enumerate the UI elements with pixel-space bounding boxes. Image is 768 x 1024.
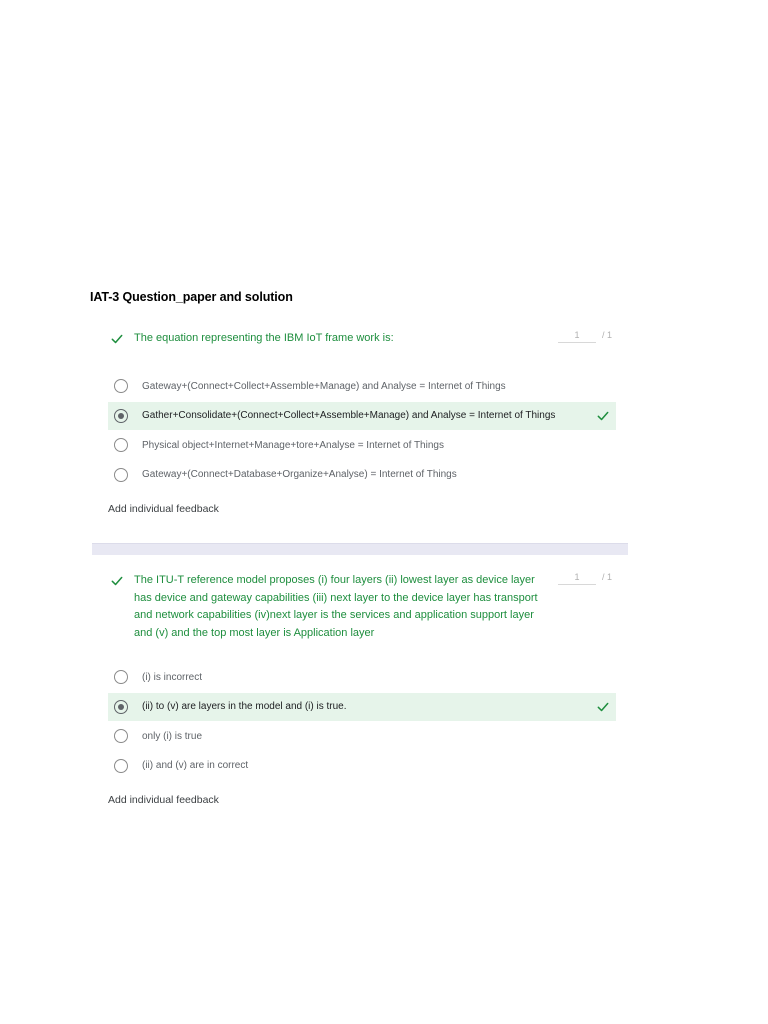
score-field (558, 330, 616, 343)
option-label: (i) is incorrect (142, 671, 203, 683)
section-divider (92, 543, 628, 555)
option-label: Gateway+(Connect+Database+Organize+Analyse) = Internet of Things (142, 469, 457, 480)
question-header (92, 330, 628, 348)
add-feedback-link[interactable]: Add individual feedback (108, 794, 219, 806)
check-icon (110, 332, 124, 346)
radio-button[interactable] (114, 438, 128, 452)
question-text: The ITU-T reference model proposes (i) four layers (ii) lowest layer as device layer has device and gateway capabilities (iii) next layer to the device layer has transport and network capabilities (iv)next layer is the services and application support layer and (v) and the top most layer is Application layer (134, 574, 538, 639)
radio-button-selected[interactable] (114, 409, 128, 423)
score-input[interactable]: 1 (558, 572, 596, 585)
options-list (108, 663, 616, 781)
radio-button-selected[interactable] (114, 700, 128, 714)
radio-button[interactable] (114, 759, 128, 773)
option-item[interactable] (108, 461, 616, 489)
radio-button[interactable] (114, 379, 128, 393)
question-text: The equation representing the IBM IoT frame work is: (134, 332, 394, 344)
option-item-correct[interactable] (108, 402, 616, 430)
radio-button[interactable] (114, 729, 128, 743)
options-list (108, 372, 616, 490)
option-item[interactable] (108, 663, 616, 691)
score-field (558, 572, 616, 585)
question-card-2 (92, 572, 628, 806)
question-card-1 (92, 330, 628, 515)
option-item[interactable] (108, 722, 616, 750)
option-label: Gather+Consolidate+(Connect+Collect+Assemble+Manage) and Analyse = Internet of Things (142, 410, 556, 421)
option-item[interactable] (108, 431, 616, 459)
check-icon (110, 574, 124, 588)
correct-check-icon (596, 700, 610, 714)
score-input[interactable]: 1 (558, 330, 596, 343)
option-label: (ii) to (v) are layers in the model and (i) is true. (142, 701, 347, 712)
radio-button[interactable] (114, 468, 128, 482)
question-header (92, 572, 628, 642)
correct-check-icon (596, 409, 610, 423)
max-score: / 1 (602, 330, 613, 340)
add-feedback-link[interactable]: Add individual feedback (108, 503, 219, 515)
option-label: only (i) is true (142, 730, 203, 742)
document-title: IAT-3 Question_paper and solution (90, 290, 293, 304)
option-label: (ii) and (v) are in correct (142, 760, 249, 771)
option-item-correct[interactable] (108, 693, 616, 721)
option-label: Gateway+(Connect+Collect+Assemble+Manage) and Analyse = Internet of Things (142, 380, 506, 392)
max-score: / 1 (602, 572, 613, 582)
option-label: Physical object+Internet+Manage+tore+Analyse = Internet of Things (142, 439, 444, 451)
option-item[interactable] (108, 372, 616, 400)
option-item[interactable] (108, 752, 616, 780)
radio-button[interactable] (114, 670, 128, 684)
